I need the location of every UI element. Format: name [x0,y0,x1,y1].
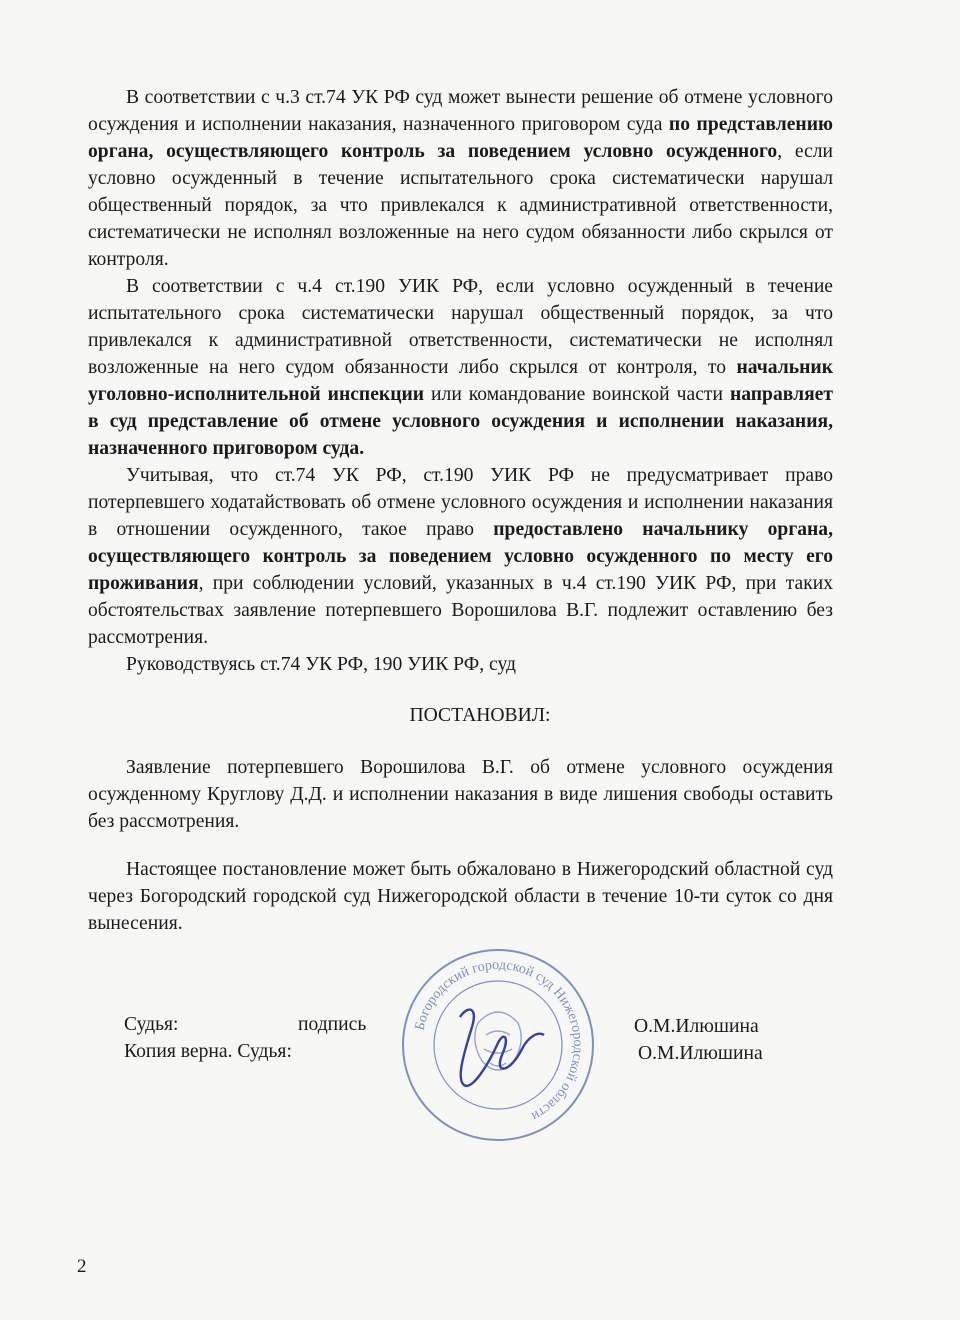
text-segment: В соответствии с ч.4 ст.190 УИК РФ, если условно осужденный в течение испытательного срока систематически нарушал общественный порядок, за что привлекался к административной ответственности, систематически не исполнял возложенные на него судом обязанности либо скрылся от контроля, то [88,276,833,378]
text-segment: Руководствуясь ст.74 УК РФ, 190 УИК РФ, суд [126,654,516,675]
court-seal-icon [398,945,598,1145]
seal-text: Богородский городской суд Нижегородской области [412,957,586,1124]
text-segment: или командование воинской части [424,384,730,405]
text-segment: Учитывая, что ст.74 УК РФ, ст.190 УИК РФ не предусматривает право потерпевшего ходатайствовать об отмене условного осуждения и исполнении наказания в отношении осужденного, такое право [88,465,833,540]
copy-label: Копия верна. Судья: [124,1041,292,1062]
page-number: 2 [77,1256,87,1277]
bold-text: по представлению органа, осуществляющего контроль за поведением условно осужденного [88,114,833,162]
bold-text: предоставлено начальнику органа, осуществляющего контроль за поведением условно осужденного по месту его проживания [88,519,833,594]
reasoning-paragraph-3 [88,462,833,651]
appeal-paragraph: Настоящее постановление может быть обжаловано в Нижегородский областной суд через Богородский городской суд Нижегородской области в течение 10-ти суток со дня вынесения. [88,859,833,934]
judge-label: Судья: [124,1014,179,1035]
signature-word: подпись [298,1014,367,1035]
decision-paragraph: Заявление потерпевшего Ворошилова В.Г. об отмене условного осуждения осужденному Круглову Д.Д. и исполнении наказания в виде лишения свободы оставить без рассмотрения. [88,757,833,832]
decision-section [88,754,833,835]
reasoning-paragraph-2 [88,273,833,462]
signature-scribble-icon [460,1010,544,1086]
appeal-section [88,856,833,937]
text-segment: , при соблюдении условий, указанных в ч.4 ст.190 УИК РФ, при таких обстоятельствах заявление потерпевшего Ворошилова В.Г. подлежит оставлению без рассмотрения. [88,573,833,648]
reasoning-section [88,84,833,678]
resolution-title: ПОСТАНОВИЛ: [409,705,551,726]
bold-text: направляет в суд представление об отмене условного осуждения и исполнении наказания, назначенного приговором суда. [88,384,833,459]
text-segment: , если условно осужденный в течение испытательного срока систематически нарушал общественный порядок, за что привлекался к административной ответственности, систематически не исполнял возложенные на него судом обязанности либо скрылся от контроля. [88,141,833,270]
text-segment: В соответствии с ч.3 ст.74 УК РФ суд может вынести решение об отмене условного осуждения и исполнении наказания, назначенного приговором суда [88,87,833,135]
bold-text: начальник уголовно-исполнительной инспекции [88,357,833,405]
reasoning-paragraph-4 [88,651,833,678]
copy-name: О.М.Илюшина [638,1043,763,1064]
judge-name: О.М.Илюшина [634,1016,759,1037]
reasoning-paragraph-1 [88,84,833,273]
